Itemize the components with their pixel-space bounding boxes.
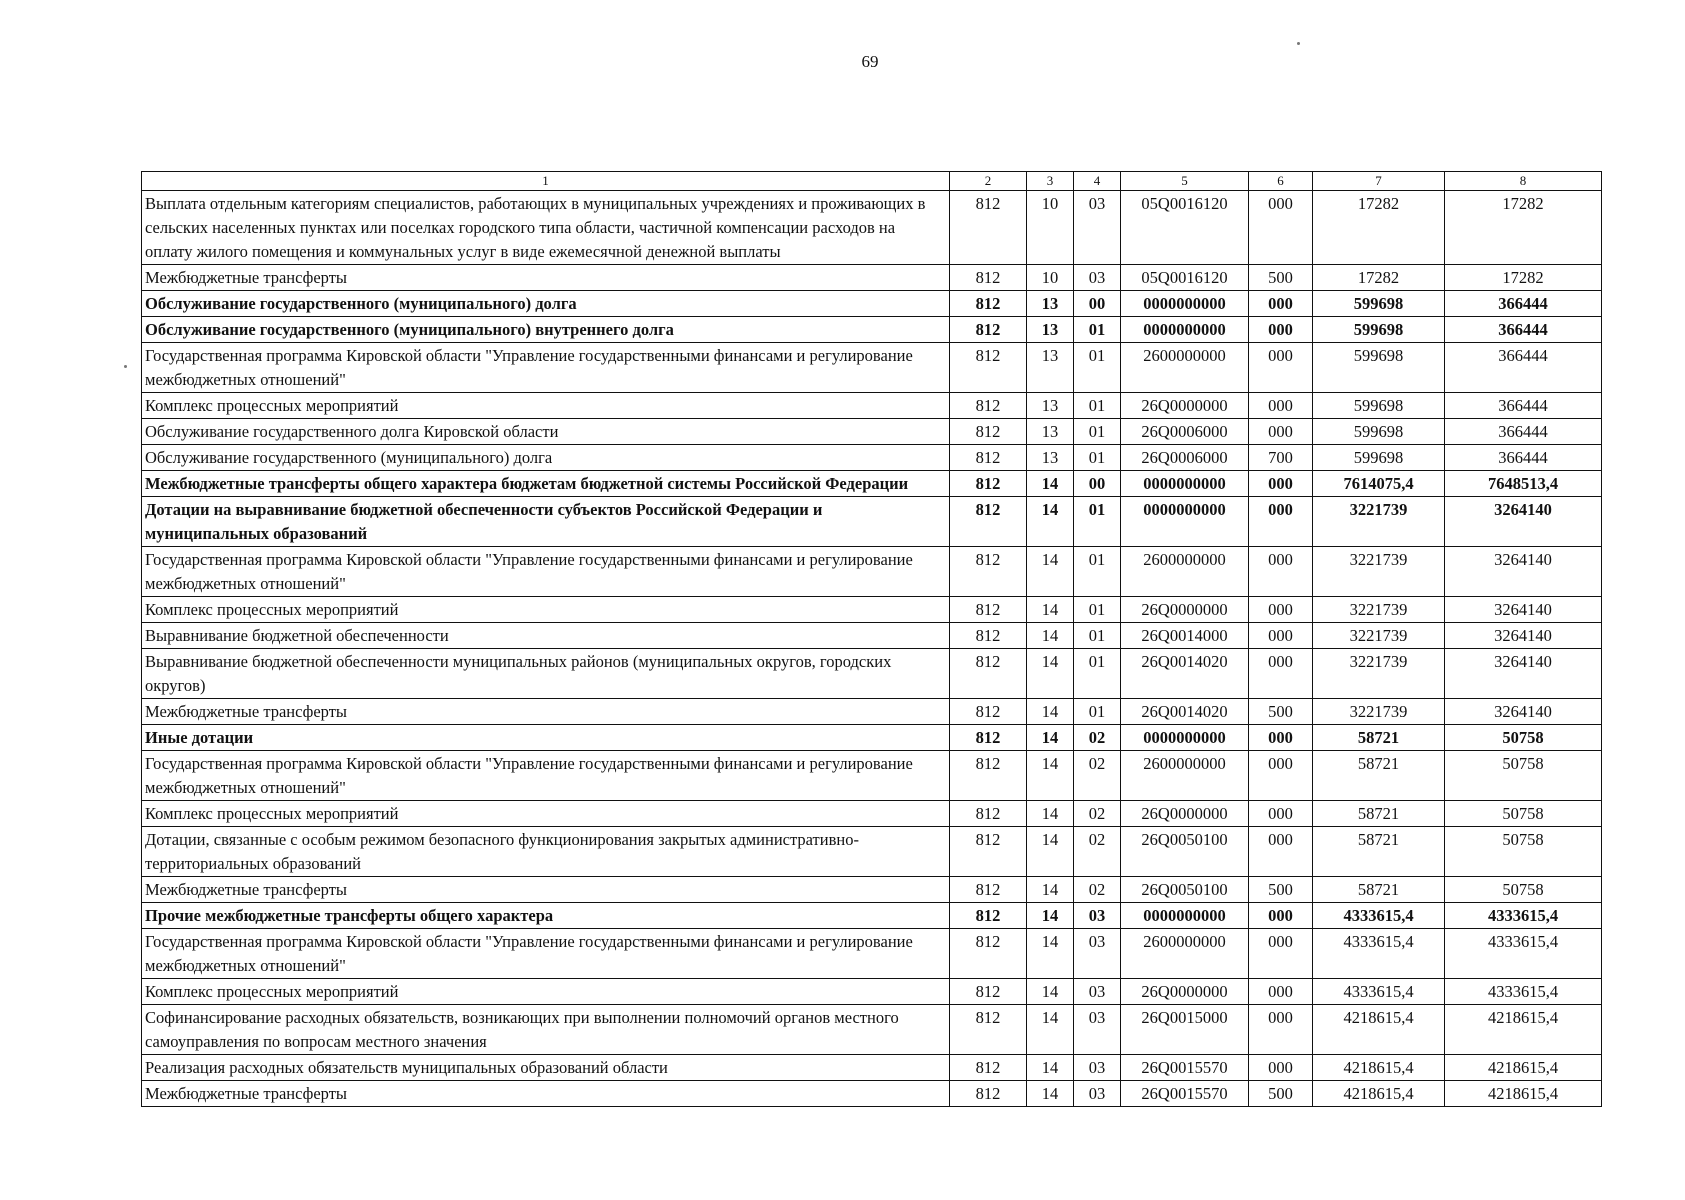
target-article-code-cell: 26Q0050100 bbox=[1121, 827, 1249, 877]
section-code-cell: 14 bbox=[1027, 801, 1074, 827]
expense-type-code-cell: 000 bbox=[1249, 827, 1313, 877]
row-name-cell: Межбюджетные трансферты bbox=[142, 265, 950, 291]
amount-year-1-cell: 58721 bbox=[1313, 725, 1445, 751]
amount-year-1-cell: 58721 bbox=[1313, 801, 1445, 827]
row-name-cell: Прочие межбюджетные трансферты общего характера bbox=[142, 903, 950, 929]
subsection-code-cell: 03 bbox=[1074, 1081, 1121, 1107]
scan-speck bbox=[1297, 42, 1300, 45]
amount-year-2-cell: 366444 bbox=[1445, 291, 1602, 317]
amount-year-2-cell: 50758 bbox=[1445, 827, 1602, 877]
section-code-cell: 10 bbox=[1027, 265, 1074, 291]
section-code-cell: 14 bbox=[1027, 1081, 1074, 1107]
admin-code-cell: 812 bbox=[950, 801, 1027, 827]
table-row bbox=[142, 547, 1602, 597]
subsection-code-cell: 00 bbox=[1074, 471, 1121, 497]
subsection-code-cell: 01 bbox=[1074, 649, 1121, 699]
admin-code-cell: 812 bbox=[950, 291, 1027, 317]
admin-code-cell: 812 bbox=[950, 343, 1027, 393]
amount-year-1-cell: 58721 bbox=[1313, 827, 1445, 877]
admin-code-cell: 812 bbox=[950, 979, 1027, 1005]
table-row bbox=[142, 929, 1602, 979]
section-code-cell: 14 bbox=[1027, 699, 1074, 725]
table-row bbox=[142, 1081, 1602, 1107]
expense-type-code-cell: 700 bbox=[1249, 445, 1313, 471]
row-name-cell: Комплекс процессных мероприятий bbox=[142, 979, 950, 1005]
target-article-code-cell: 26Q0000000 bbox=[1121, 979, 1249, 1005]
section-code-cell: 13 bbox=[1027, 445, 1074, 471]
header-row bbox=[142, 172, 1602, 191]
section-code-cell: 13 bbox=[1027, 317, 1074, 343]
section-code-cell: 14 bbox=[1027, 751, 1074, 801]
table-body bbox=[142, 172, 1602, 1107]
amount-year-1-cell: 599698 bbox=[1313, 317, 1445, 343]
amount-year-2-cell: 17282 bbox=[1445, 191, 1602, 265]
section-code-cell: 10 bbox=[1027, 191, 1074, 265]
amount-year-2-cell: 3264140 bbox=[1445, 649, 1602, 699]
admin-code-cell: 812 bbox=[950, 597, 1027, 623]
subsection-code-cell: 01 bbox=[1074, 393, 1121, 419]
amount-year-2-cell: 4218615,4 bbox=[1445, 1055, 1602, 1081]
header-cell-1: 1 bbox=[142, 172, 950, 191]
admin-code-cell: 812 bbox=[950, 699, 1027, 725]
row-name-cell: Государственная программа Кировской области "Управление государственными финансами и регулирование межбюджетных отношений" bbox=[142, 751, 950, 801]
amount-year-1-cell: 58721 bbox=[1313, 751, 1445, 801]
section-code-cell: 14 bbox=[1027, 903, 1074, 929]
subsection-code-cell: 01 bbox=[1074, 497, 1121, 547]
amount-year-1-cell: 3221739 bbox=[1313, 699, 1445, 725]
table-row bbox=[142, 979, 1602, 1005]
row-name-cell: Межбюджетные трансферты bbox=[142, 699, 950, 725]
table-row bbox=[142, 291, 1602, 317]
section-code-cell: 13 bbox=[1027, 343, 1074, 393]
section-code-cell: 14 bbox=[1027, 877, 1074, 903]
header-cell-6: 6 bbox=[1249, 172, 1313, 191]
section-code-cell: 13 bbox=[1027, 419, 1074, 445]
expense-type-code-cell: 500 bbox=[1249, 877, 1313, 903]
amount-year-2-cell: 50758 bbox=[1445, 877, 1602, 903]
target-article-code-cell: 26Q0015570 bbox=[1121, 1055, 1249, 1081]
amount-year-1-cell: 3221739 bbox=[1313, 649, 1445, 699]
amount-year-2-cell: 4333615,4 bbox=[1445, 929, 1602, 979]
expense-type-code-cell: 000 bbox=[1249, 801, 1313, 827]
amount-year-1-cell: 4218615,4 bbox=[1313, 1081, 1445, 1107]
table-row bbox=[142, 649, 1602, 699]
amount-year-1-cell: 4333615,4 bbox=[1313, 903, 1445, 929]
admin-code-cell: 812 bbox=[950, 877, 1027, 903]
subsection-code-cell: 01 bbox=[1074, 547, 1121, 597]
target-article-code-cell: 05Q0016120 bbox=[1121, 191, 1249, 265]
expense-type-code-cell: 000 bbox=[1249, 471, 1313, 497]
admin-code-cell: 812 bbox=[950, 623, 1027, 649]
admin-code-cell: 812 bbox=[950, 191, 1027, 265]
expense-type-code-cell: 000 bbox=[1249, 343, 1313, 393]
table-row bbox=[142, 393, 1602, 419]
expense-type-code-cell: 500 bbox=[1249, 1081, 1313, 1107]
amount-year-2-cell: 3264140 bbox=[1445, 699, 1602, 725]
amount-year-2-cell: 50758 bbox=[1445, 751, 1602, 801]
table-row bbox=[142, 265, 1602, 291]
amount-year-2-cell: 3264140 bbox=[1445, 547, 1602, 597]
table-row bbox=[142, 1055, 1602, 1081]
section-code-cell: 14 bbox=[1027, 827, 1074, 877]
target-article-code-cell: 26Q0006000 bbox=[1121, 445, 1249, 471]
header-cell-8: 8 bbox=[1445, 172, 1602, 191]
expense-type-code-cell: 000 bbox=[1249, 1055, 1313, 1081]
target-article-code-cell: 0000000000 bbox=[1121, 725, 1249, 751]
expense-type-code-cell: 000 bbox=[1249, 979, 1313, 1005]
target-article-code-cell: 2600000000 bbox=[1121, 343, 1249, 393]
admin-code-cell: 812 bbox=[950, 903, 1027, 929]
expense-type-code-cell: 000 bbox=[1249, 929, 1313, 979]
section-code-cell: 14 bbox=[1027, 649, 1074, 699]
table-row bbox=[142, 191, 1602, 265]
admin-code-cell: 812 bbox=[950, 547, 1027, 597]
expense-type-code-cell: 000 bbox=[1249, 725, 1313, 751]
amount-year-1-cell: 3221739 bbox=[1313, 623, 1445, 649]
expense-type-code-cell: 000 bbox=[1249, 649, 1313, 699]
expense-type-code-cell: 000 bbox=[1249, 291, 1313, 317]
table-row bbox=[142, 343, 1602, 393]
expense-type-code-cell: 000 bbox=[1249, 547, 1313, 597]
amount-year-1-cell: 4333615,4 bbox=[1313, 979, 1445, 1005]
subsection-code-cell: 01 bbox=[1074, 445, 1121, 471]
subsection-code-cell: 01 bbox=[1074, 317, 1121, 343]
expense-type-code-cell: 000 bbox=[1249, 317, 1313, 343]
target-article-code-cell: 2600000000 bbox=[1121, 547, 1249, 597]
expense-type-code-cell: 000 bbox=[1249, 903, 1313, 929]
subsection-code-cell: 03 bbox=[1074, 1055, 1121, 1081]
table-row bbox=[142, 471, 1602, 497]
expense-type-code-cell: 000 bbox=[1249, 597, 1313, 623]
target-article-code-cell: 26Q0000000 bbox=[1121, 801, 1249, 827]
amount-year-2-cell: 17282 bbox=[1445, 265, 1602, 291]
amount-year-1-cell: 58721 bbox=[1313, 877, 1445, 903]
target-article-code-cell: 26Q0014020 bbox=[1121, 699, 1249, 725]
table-row bbox=[142, 445, 1602, 471]
expense-type-code-cell: 000 bbox=[1249, 393, 1313, 419]
section-code-cell: 14 bbox=[1027, 547, 1074, 597]
expense-type-code-cell: 000 bbox=[1249, 497, 1313, 547]
row-name-cell: Комплекс процессных мероприятий bbox=[142, 801, 950, 827]
target-article-code-cell: 0000000000 bbox=[1121, 471, 1249, 497]
row-name-cell: Межбюджетные трансферты bbox=[142, 1081, 950, 1107]
subsection-code-cell: 03 bbox=[1074, 1005, 1121, 1055]
table-row bbox=[142, 903, 1602, 929]
row-name-cell: Выплата отдельным категориям специалистов, работающих в муниципальных учреждениях и проживающих в сельских населенных пунктах или поселках городского типа области, частичной компенсации расходов на оплату жилого помещения и коммунальных услуг в виде ежемесячной денежной выплаты bbox=[142, 191, 950, 265]
subsection-code-cell: 02 bbox=[1074, 877, 1121, 903]
amount-year-2-cell: 366444 bbox=[1445, 317, 1602, 343]
subsection-code-cell: 03 bbox=[1074, 979, 1121, 1005]
amount-year-1-cell: 7614075,4 bbox=[1313, 471, 1445, 497]
target-article-code-cell: 26Q0015570 bbox=[1121, 1081, 1249, 1107]
target-article-code-cell: 26Q0000000 bbox=[1121, 393, 1249, 419]
amount-year-2-cell: 4333615,4 bbox=[1445, 979, 1602, 1005]
admin-code-cell: 812 bbox=[950, 1005, 1027, 1055]
admin-code-cell: 812 bbox=[950, 725, 1027, 751]
amount-year-1-cell: 4218615,4 bbox=[1313, 1055, 1445, 1081]
amount-year-1-cell: 3221739 bbox=[1313, 597, 1445, 623]
admin-code-cell: 812 bbox=[950, 649, 1027, 699]
section-code-cell: 14 bbox=[1027, 979, 1074, 1005]
table-row bbox=[142, 877, 1602, 903]
row-name-cell: Выравнивание бюджетной обеспеченности муниципальных районов (муниципальных округов, городских округов) bbox=[142, 649, 950, 699]
subsection-code-cell: 01 bbox=[1074, 699, 1121, 725]
expense-type-code-cell: 000 bbox=[1249, 623, 1313, 649]
header-cell-5: 5 bbox=[1121, 172, 1249, 191]
table-row bbox=[142, 623, 1602, 649]
budget-table bbox=[141, 171, 1602, 1107]
target-article-code-cell: 26Q0006000 bbox=[1121, 419, 1249, 445]
admin-code-cell: 812 bbox=[950, 317, 1027, 343]
amount-year-1-cell: 3221739 bbox=[1313, 547, 1445, 597]
row-name-cell: Комплекс процессных мероприятий bbox=[142, 597, 950, 623]
row-name-cell: Реализация расходных обязательств муниципальных образований области bbox=[142, 1055, 950, 1081]
subsection-code-cell: 01 bbox=[1074, 597, 1121, 623]
subsection-code-cell: 01 bbox=[1074, 419, 1121, 445]
subsection-code-cell: 03 bbox=[1074, 191, 1121, 265]
amount-year-1-cell: 599698 bbox=[1313, 445, 1445, 471]
admin-code-cell: 812 bbox=[950, 1055, 1027, 1081]
amount-year-2-cell: 4218615,4 bbox=[1445, 1081, 1602, 1107]
target-article-code-cell: 0000000000 bbox=[1121, 903, 1249, 929]
table-row bbox=[142, 597, 1602, 623]
target-article-code-cell: 26Q0050100 bbox=[1121, 877, 1249, 903]
amount-year-2-cell: 50758 bbox=[1445, 801, 1602, 827]
row-name-cell: Комплекс процессных мероприятий bbox=[142, 393, 950, 419]
table-row bbox=[142, 497, 1602, 547]
table-row bbox=[142, 1005, 1602, 1055]
amount-year-1-cell: 599698 bbox=[1313, 343, 1445, 393]
amount-year-1-cell: 17282 bbox=[1313, 191, 1445, 265]
amount-year-2-cell: 4333615,4 bbox=[1445, 903, 1602, 929]
section-code-cell: 14 bbox=[1027, 1005, 1074, 1055]
admin-code-cell: 812 bbox=[950, 471, 1027, 497]
row-name-cell: Иные дотации bbox=[142, 725, 950, 751]
amount-year-1-cell: 4333615,4 bbox=[1313, 929, 1445, 979]
header-cell-2: 2 bbox=[950, 172, 1027, 191]
admin-code-cell: 812 bbox=[950, 497, 1027, 547]
table-row bbox=[142, 419, 1602, 445]
target-article-code-cell: 26Q0014020 bbox=[1121, 649, 1249, 699]
subsection-code-cell: 02 bbox=[1074, 725, 1121, 751]
table-row bbox=[142, 699, 1602, 725]
section-code-cell: 14 bbox=[1027, 597, 1074, 623]
scan-speck bbox=[124, 365, 127, 368]
target-article-code-cell: 2600000000 bbox=[1121, 751, 1249, 801]
row-name-cell: Государственная программа Кировской области "Управление государственными финансами и регулирование межбюджетных отношений" bbox=[142, 929, 950, 979]
admin-code-cell: 812 bbox=[950, 751, 1027, 801]
section-code-cell: 14 bbox=[1027, 497, 1074, 547]
header-cell-4: 4 bbox=[1074, 172, 1121, 191]
subsection-code-cell: 02 bbox=[1074, 801, 1121, 827]
section-code-cell: 14 bbox=[1027, 725, 1074, 751]
subsection-code-cell: 03 bbox=[1074, 903, 1121, 929]
expense-type-code-cell: 500 bbox=[1249, 265, 1313, 291]
row-name-cell: Государственная программа Кировской области "Управление государственными финансами и регулирование межбюджетных отношений" bbox=[142, 343, 950, 393]
section-code-cell: 14 bbox=[1027, 1055, 1074, 1081]
target-article-code-cell: 2600000000 bbox=[1121, 929, 1249, 979]
amount-year-2-cell: 7648513,4 bbox=[1445, 471, 1602, 497]
row-name-cell: Обслуживание государственного (муниципального) внутреннего долга bbox=[142, 317, 950, 343]
section-code-cell: 13 bbox=[1027, 393, 1074, 419]
row-name-cell: Дотации, связанные с особым режимом безопасного функционирования закрытых административно-территориальных образований bbox=[142, 827, 950, 877]
row-name-cell: Обслуживание государственного долга Кировской области bbox=[142, 419, 950, 445]
row-name-cell: Межбюджетные трансферты общего характера бюджетам бюджетной системы Российской Федерации bbox=[142, 471, 950, 497]
row-name-cell: Обслуживание государственного (муниципального) долга bbox=[142, 291, 950, 317]
admin-code-cell: 812 bbox=[950, 929, 1027, 979]
table-row bbox=[142, 725, 1602, 751]
expense-type-code-cell: 000 bbox=[1249, 751, 1313, 801]
amount-year-2-cell: 366444 bbox=[1445, 419, 1602, 445]
subsection-code-cell: 00 bbox=[1074, 291, 1121, 317]
target-article-code-cell: 05Q0016120 bbox=[1121, 265, 1249, 291]
table-row bbox=[142, 801, 1602, 827]
subsection-code-cell: 01 bbox=[1074, 623, 1121, 649]
subsection-code-cell: 02 bbox=[1074, 751, 1121, 801]
admin-code-cell: 812 bbox=[950, 393, 1027, 419]
page-number: 69 bbox=[861, 52, 879, 71]
header-cell-3: 3 bbox=[1027, 172, 1074, 191]
row-name-cell: Государственная программа Кировской области "Управление государственными финансами и регулирование межбюджетных отношений" bbox=[142, 547, 950, 597]
amount-year-2-cell: 50758 bbox=[1445, 725, 1602, 751]
amount-year-2-cell: 4218615,4 bbox=[1445, 1005, 1602, 1055]
row-name-cell: Межбюджетные трансферты bbox=[142, 877, 950, 903]
amount-year-1-cell: 3221739 bbox=[1313, 497, 1445, 547]
target-article-code-cell: 26Q0000000 bbox=[1121, 597, 1249, 623]
target-article-code-cell: 0000000000 bbox=[1121, 317, 1249, 343]
row-name-cell: Обслуживание государственного (муниципального) долга bbox=[142, 445, 950, 471]
expense-type-code-cell: 500 bbox=[1249, 699, 1313, 725]
amount-year-2-cell: 3264140 bbox=[1445, 597, 1602, 623]
target-article-code-cell: 26Q0015000 bbox=[1121, 1005, 1249, 1055]
amount-year-2-cell: 3264140 bbox=[1445, 623, 1602, 649]
amount-year-2-cell: 3264140 bbox=[1445, 497, 1602, 547]
admin-code-cell: 812 bbox=[950, 827, 1027, 877]
table-row bbox=[142, 751, 1602, 801]
section-code-cell: 14 bbox=[1027, 471, 1074, 497]
amount-year-1-cell: 4218615,4 bbox=[1313, 1005, 1445, 1055]
row-name-cell: Выравнивание бюджетной обеспеченности bbox=[142, 623, 950, 649]
amount-year-2-cell: 366444 bbox=[1445, 343, 1602, 393]
header-cell-7: 7 bbox=[1313, 172, 1445, 191]
admin-code-cell: 812 bbox=[950, 419, 1027, 445]
amount-year-1-cell: 599698 bbox=[1313, 393, 1445, 419]
table-row bbox=[142, 827, 1602, 877]
row-name-cell: Софинансирование расходных обязательств, возникающих при выполнении полномочий органов местного самоуправления по вопросам местного значения bbox=[142, 1005, 950, 1055]
section-code-cell: 13 bbox=[1027, 291, 1074, 317]
amount-year-2-cell: 366444 bbox=[1445, 445, 1602, 471]
subsection-code-cell: 03 bbox=[1074, 929, 1121, 979]
section-code-cell: 14 bbox=[1027, 623, 1074, 649]
row-name-cell: Дотации на выравнивание бюджетной обеспеченности субъектов Российской Федерации и муниципальных образований bbox=[142, 497, 950, 547]
section-code-cell: 14 bbox=[1027, 929, 1074, 979]
subsection-code-cell: 01 bbox=[1074, 343, 1121, 393]
admin-code-cell: 812 bbox=[950, 265, 1027, 291]
expense-type-code-cell: 000 bbox=[1249, 191, 1313, 265]
admin-code-cell: 812 bbox=[950, 445, 1027, 471]
amount-year-1-cell: 17282 bbox=[1313, 265, 1445, 291]
amount-year-2-cell: 366444 bbox=[1445, 393, 1602, 419]
table-row bbox=[142, 317, 1602, 343]
admin-code-cell: 812 bbox=[950, 1081, 1027, 1107]
expense-type-code-cell: 000 bbox=[1249, 1005, 1313, 1055]
subsection-code-cell: 03 bbox=[1074, 265, 1121, 291]
target-article-code-cell: 0000000000 bbox=[1121, 291, 1249, 317]
expense-type-code-cell: 000 bbox=[1249, 419, 1313, 445]
target-article-code-cell: 0000000000 bbox=[1121, 497, 1249, 547]
target-article-code-cell: 26Q0014000 bbox=[1121, 623, 1249, 649]
amount-year-1-cell: 599698 bbox=[1313, 291, 1445, 317]
amount-year-1-cell: 599698 bbox=[1313, 419, 1445, 445]
subsection-code-cell: 02 bbox=[1074, 827, 1121, 877]
